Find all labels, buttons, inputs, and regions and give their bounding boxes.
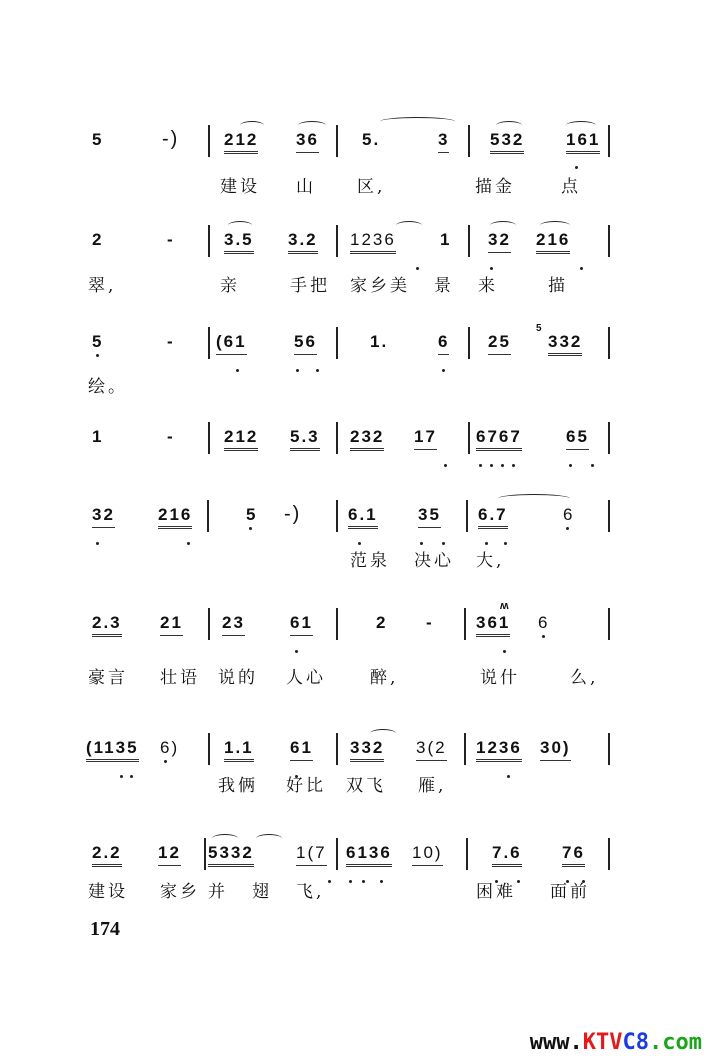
lyric: 人心: [286, 668, 326, 688]
note-group: 23: [222, 613, 245, 636]
note-group: 6.1: [348, 505, 378, 529]
low-octave-dot: [504, 542, 507, 545]
lyric: 翠,: [88, 276, 117, 296]
barline: [608, 125, 610, 157]
lyric: 大,: [476, 551, 505, 571]
barline: [608, 733, 610, 765]
slur: [370, 729, 396, 738]
low-octave-dot: [444, 464, 447, 467]
slur: [496, 121, 522, 130]
lyric: 山: [296, 177, 316, 197]
slur: [566, 121, 596, 130]
lyric: 家乡: [160, 882, 200, 902]
barline: [208, 327, 210, 359]
barline: [466, 500, 468, 532]
note-rest-close: -): [162, 128, 180, 150]
note-group: 25: [488, 332, 511, 355]
lyrics-line-6: [0, 663, 710, 693]
lyrics-line-3: [0, 372, 710, 402]
lyric: 翅: [252, 882, 272, 902]
barline: [208, 125, 210, 157]
barline: [208, 422, 210, 454]
low-octave-dot: [575, 166, 578, 169]
low-octave-dot: [249, 527, 252, 530]
slur: [298, 121, 326, 130]
note-group: 17: [414, 427, 437, 450]
low-octave-dot: [490, 267, 493, 270]
note-group: 232: [350, 427, 384, 451]
note-group: 2.2: [92, 843, 122, 867]
slur: [228, 221, 252, 230]
lyrics-line-7: [0, 771, 710, 801]
mordent-icon: ʍ: [500, 600, 509, 612]
lyrics-line-1: [0, 172, 710, 202]
note-group: 6136: [346, 843, 392, 867]
note-group: 3.5: [224, 230, 254, 254]
low-octave-dot: [416, 267, 419, 270]
note: 1.: [370, 332, 389, 351]
barline: [608, 225, 610, 257]
note-dash: -: [167, 230, 175, 249]
low-octave-dot: [96, 542, 99, 545]
low-octave-dot: [164, 760, 167, 763]
note-group: 32: [488, 230, 511, 253]
slur: [540, 221, 570, 230]
barline: [608, 422, 610, 454]
note: 2: [92, 230, 104, 249]
lyric: 描: [548, 276, 568, 296]
low-octave-dot: [542, 635, 545, 638]
note-group: 35: [418, 505, 441, 528]
note-group: 5332: [208, 843, 254, 867]
note-group: (1135: [86, 738, 139, 762]
barline: [204, 838, 206, 870]
lyric: 区,: [357, 177, 386, 197]
note-group: 1236: [476, 738, 522, 762]
note-group: 216: [536, 230, 570, 254]
lyric: 我俩: [218, 776, 258, 796]
barline: [608, 608, 610, 640]
note-group: 332: [350, 738, 384, 762]
low-octave-dot: [566, 527, 569, 530]
lyric: 飞,: [296, 882, 325, 902]
lyric: 建设: [88, 882, 128, 902]
barline: [336, 500, 338, 532]
lyric: 景: [434, 276, 454, 296]
lyric: 家乡美: [350, 276, 410, 296]
low-octave-dot: [442, 542, 445, 545]
note: 5: [92, 130, 104, 149]
note-group: 30): [540, 738, 571, 761]
slur: [490, 221, 516, 230]
note: 6: [563, 505, 575, 524]
slur: [212, 834, 238, 843]
barline: [207, 500, 209, 532]
note-group: 332: [548, 332, 582, 356]
low-octave-dot: [295, 650, 298, 653]
watermark-c8: C8: [622, 1030, 650, 1055]
lyric: 双飞: [346, 776, 386, 796]
note-group: 21: [160, 613, 183, 636]
note: 6): [160, 738, 180, 757]
note-group: 36: [296, 130, 319, 153]
barline: [336, 838, 338, 870]
low-octave-dot: [501, 464, 504, 467]
note-dash: -: [426, 613, 434, 632]
low-octave-dot: [420, 542, 423, 545]
barline: [468, 422, 470, 454]
barline: [464, 608, 466, 640]
lyrics-line-2: [0, 271, 710, 301]
note-group: 1(7: [296, 843, 327, 866]
slur: [256, 834, 282, 843]
note-group: 161: [566, 130, 600, 154]
note-rest-close: -): [284, 503, 302, 525]
note: 6: [438, 332, 449, 355]
note-group: 65: [566, 427, 589, 450]
barline: [464, 733, 466, 765]
lyric: 面前: [550, 882, 590, 902]
low-octave-dot: [591, 464, 594, 467]
note-group: 216: [158, 505, 192, 529]
note-group: (61: [216, 332, 247, 355]
barline: [608, 500, 610, 532]
low-octave-dot: [96, 354, 99, 357]
note: 5: [92, 332, 104, 351]
lyric: 雁,: [418, 776, 447, 796]
low-octave-dot: [503, 650, 506, 653]
barline: [336, 422, 338, 454]
lyric: 亲: [220, 276, 240, 296]
note: 3: [438, 130, 449, 153]
note-group: 56: [294, 332, 317, 355]
barline: [208, 733, 210, 765]
note-group: 61: [290, 738, 313, 761]
watermark-ktv: KTV: [582, 1030, 623, 1055]
low-octave-dot: [358, 542, 361, 545]
note-group: 361: [476, 613, 510, 637]
note-group: 1.1: [224, 738, 254, 762]
note-group: 12: [158, 843, 181, 866]
lyrics-line-8: [0, 877, 710, 907]
barline: [336, 733, 338, 765]
note-group: 3.2: [288, 230, 318, 254]
note: 5: [246, 505, 258, 524]
low-octave-dot: [490, 464, 493, 467]
slur: [240, 121, 264, 130]
lyric: 手把: [290, 276, 330, 296]
barline: [336, 608, 338, 640]
lyric: 范泉: [350, 551, 390, 571]
barline: [336, 125, 338, 157]
low-octave-dot: [569, 464, 572, 467]
lyric: 豪言: [88, 668, 128, 688]
note: 2: [376, 613, 388, 632]
tie: [380, 117, 455, 126]
lyric: 描金: [475, 177, 515, 197]
watermark-com: .com: [649, 1030, 702, 1055]
note-group: 32: [92, 505, 115, 528]
note-group: 6.7: [478, 505, 508, 529]
lyric: 壮语: [160, 668, 200, 688]
lyric: 点: [561, 177, 581, 197]
barline: [208, 225, 210, 257]
lyric: 并: [208, 882, 228, 902]
low-octave-dot: [479, 464, 482, 467]
lyric: 醉,: [370, 668, 399, 688]
barline: [336, 327, 338, 359]
note: 1: [440, 230, 452, 249]
watermark: [530, 1030, 702, 1055]
lyric: 说什: [480, 668, 520, 688]
low-octave-dot: [187, 542, 190, 545]
lyrics-line-5: [0, 546, 710, 576]
low-octave-dot: [512, 464, 515, 467]
note-dash: -: [167, 332, 175, 351]
barline: [208, 608, 210, 640]
note-group: 212: [224, 130, 258, 154]
slur: [396, 221, 422, 230]
low-octave-dot: [580, 267, 583, 270]
note-group: 76: [562, 843, 585, 867]
note-group: 2.3: [92, 613, 122, 637]
lyric: 么,: [570, 668, 599, 688]
watermark-www: www.: [529, 1030, 583, 1055]
note-group: 7.6: [492, 843, 522, 867]
lyric: 来: [478, 276, 498, 296]
barline: [468, 327, 470, 359]
barline: [466, 838, 468, 870]
note-group: 1236: [350, 230, 396, 254]
lyric: 建设: [220, 177, 260, 197]
barline: [468, 225, 470, 257]
barline: [336, 225, 338, 257]
note: 5.: [362, 130, 381, 149]
note: 6: [538, 613, 550, 632]
lyric: 说的: [218, 668, 258, 688]
note-group: 61: [290, 613, 313, 636]
lyric: 决心: [414, 551, 454, 571]
lyric: 绘。: [88, 377, 128, 397]
low-octave-dot: [485, 542, 488, 545]
note-group: 6767: [476, 427, 522, 451]
tie: [498, 494, 570, 503]
lyric: 好比: [286, 776, 326, 796]
note-group: 3(2: [416, 738, 447, 761]
barline: [608, 327, 610, 359]
grace-note: 5: [536, 323, 542, 334]
page-number: 174: [90, 918, 120, 940]
barline: [608, 838, 610, 870]
note: 1: [92, 427, 104, 446]
note-group: 532: [490, 130, 524, 154]
note-group: 5.3: [290, 427, 320, 451]
lyric: 困难: [476, 882, 516, 902]
note-group: 10): [412, 843, 443, 866]
note-group: 212: [224, 427, 258, 451]
barline: [468, 125, 470, 157]
note-dash: -: [167, 427, 175, 446]
